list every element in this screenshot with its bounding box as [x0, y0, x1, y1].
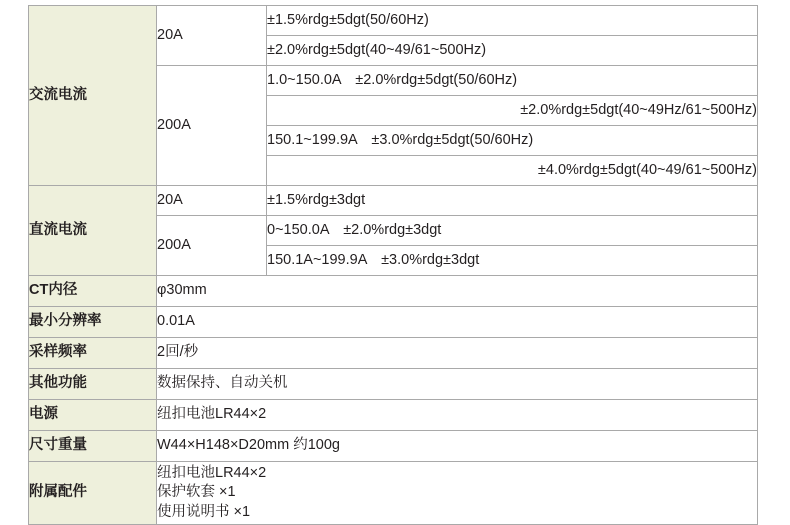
- accessory-line: 使用说明书 ×1: [157, 503, 251, 520]
- table-row: [29, 338, 758, 369]
- table-row: [29, 369, 758, 400]
- row-label-dc-current: 直流电流: [29, 186, 157, 276]
- row-label-min-resolution: 最小分辨率: [29, 307, 157, 338]
- row-label-other-functions: 其他功能: [29, 369, 157, 400]
- value-cell: 纽扣电池LR44×2: [157, 400, 758, 431]
- value-cell: 1.0~150.0A ±2.0%rdg±5dgt(50/60Hz): [267, 66, 758, 96]
- accessory-line: 保护软套 ×1: [157, 484, 236, 501]
- row-label-ct-inner-diameter: CT内径: [29, 276, 157, 307]
- value-cell: 数据保持、自动关机: [157, 369, 758, 400]
- value-cell: φ30mm: [157, 276, 758, 307]
- value-cell: ±2.0%rdg±5dgt(40~49Hz/61~500Hz): [267, 96, 758, 126]
- accessory-line: 纽扣电池LR44×2: [157, 464, 267, 481]
- table-row: [29, 6, 758, 36]
- value-cell: 0.01A: [157, 307, 758, 338]
- table-row: [29, 276, 758, 307]
- table-row: [29, 431, 758, 462]
- value-cell: 0~150.0A ±2.0%rdg±3dgt: [267, 216, 758, 246]
- table-row: [29, 462, 758, 525]
- row-label-sampling-rate: 采样频率: [29, 338, 157, 369]
- row-label-power-source: 电源: [29, 400, 157, 431]
- range-label-dc-200a: 200A: [157, 216, 267, 276]
- range-label-ac-20a: 20A: [157, 6, 267, 66]
- value-cell: 150.1A~199.9A ±3.0%rdg±3dgt: [267, 246, 758, 276]
- value-cell: ±1.5%rdg±3dgt: [267, 186, 758, 216]
- row-label-dimensions-weight: 尺寸重量: [29, 431, 157, 462]
- table-row: [29, 400, 758, 431]
- value-cell: ±1.5%rdg±5dgt(50/60Hz): [267, 6, 758, 36]
- range-label-ac-200a: 200A: [157, 66, 267, 186]
- specification-table: [28, 5, 758, 525]
- value-cell: ±2.0%rdg±5dgt(40~49/61~500Hz): [267, 36, 758, 66]
- table-row: [29, 186, 758, 216]
- row-label-accessories: 附属配件: [29, 462, 157, 525]
- value-cell: ±4.0%rdg±5dgt(40~49/61~500Hz): [267, 156, 758, 186]
- value-cell: 150.1~199.9A ±3.0%rdg±5dgt(50/60Hz): [267, 126, 758, 156]
- accessories-value-cell: [157, 462, 758, 525]
- row-label-ac-current: 交流电流: [29, 6, 157, 186]
- range-label-dc-20a: 20A: [157, 186, 267, 216]
- value-cell: W44×H148×D20mm 约100g: [157, 431, 758, 462]
- value-cell: 2回/秒: [157, 338, 758, 369]
- table-row: [29, 307, 758, 338]
